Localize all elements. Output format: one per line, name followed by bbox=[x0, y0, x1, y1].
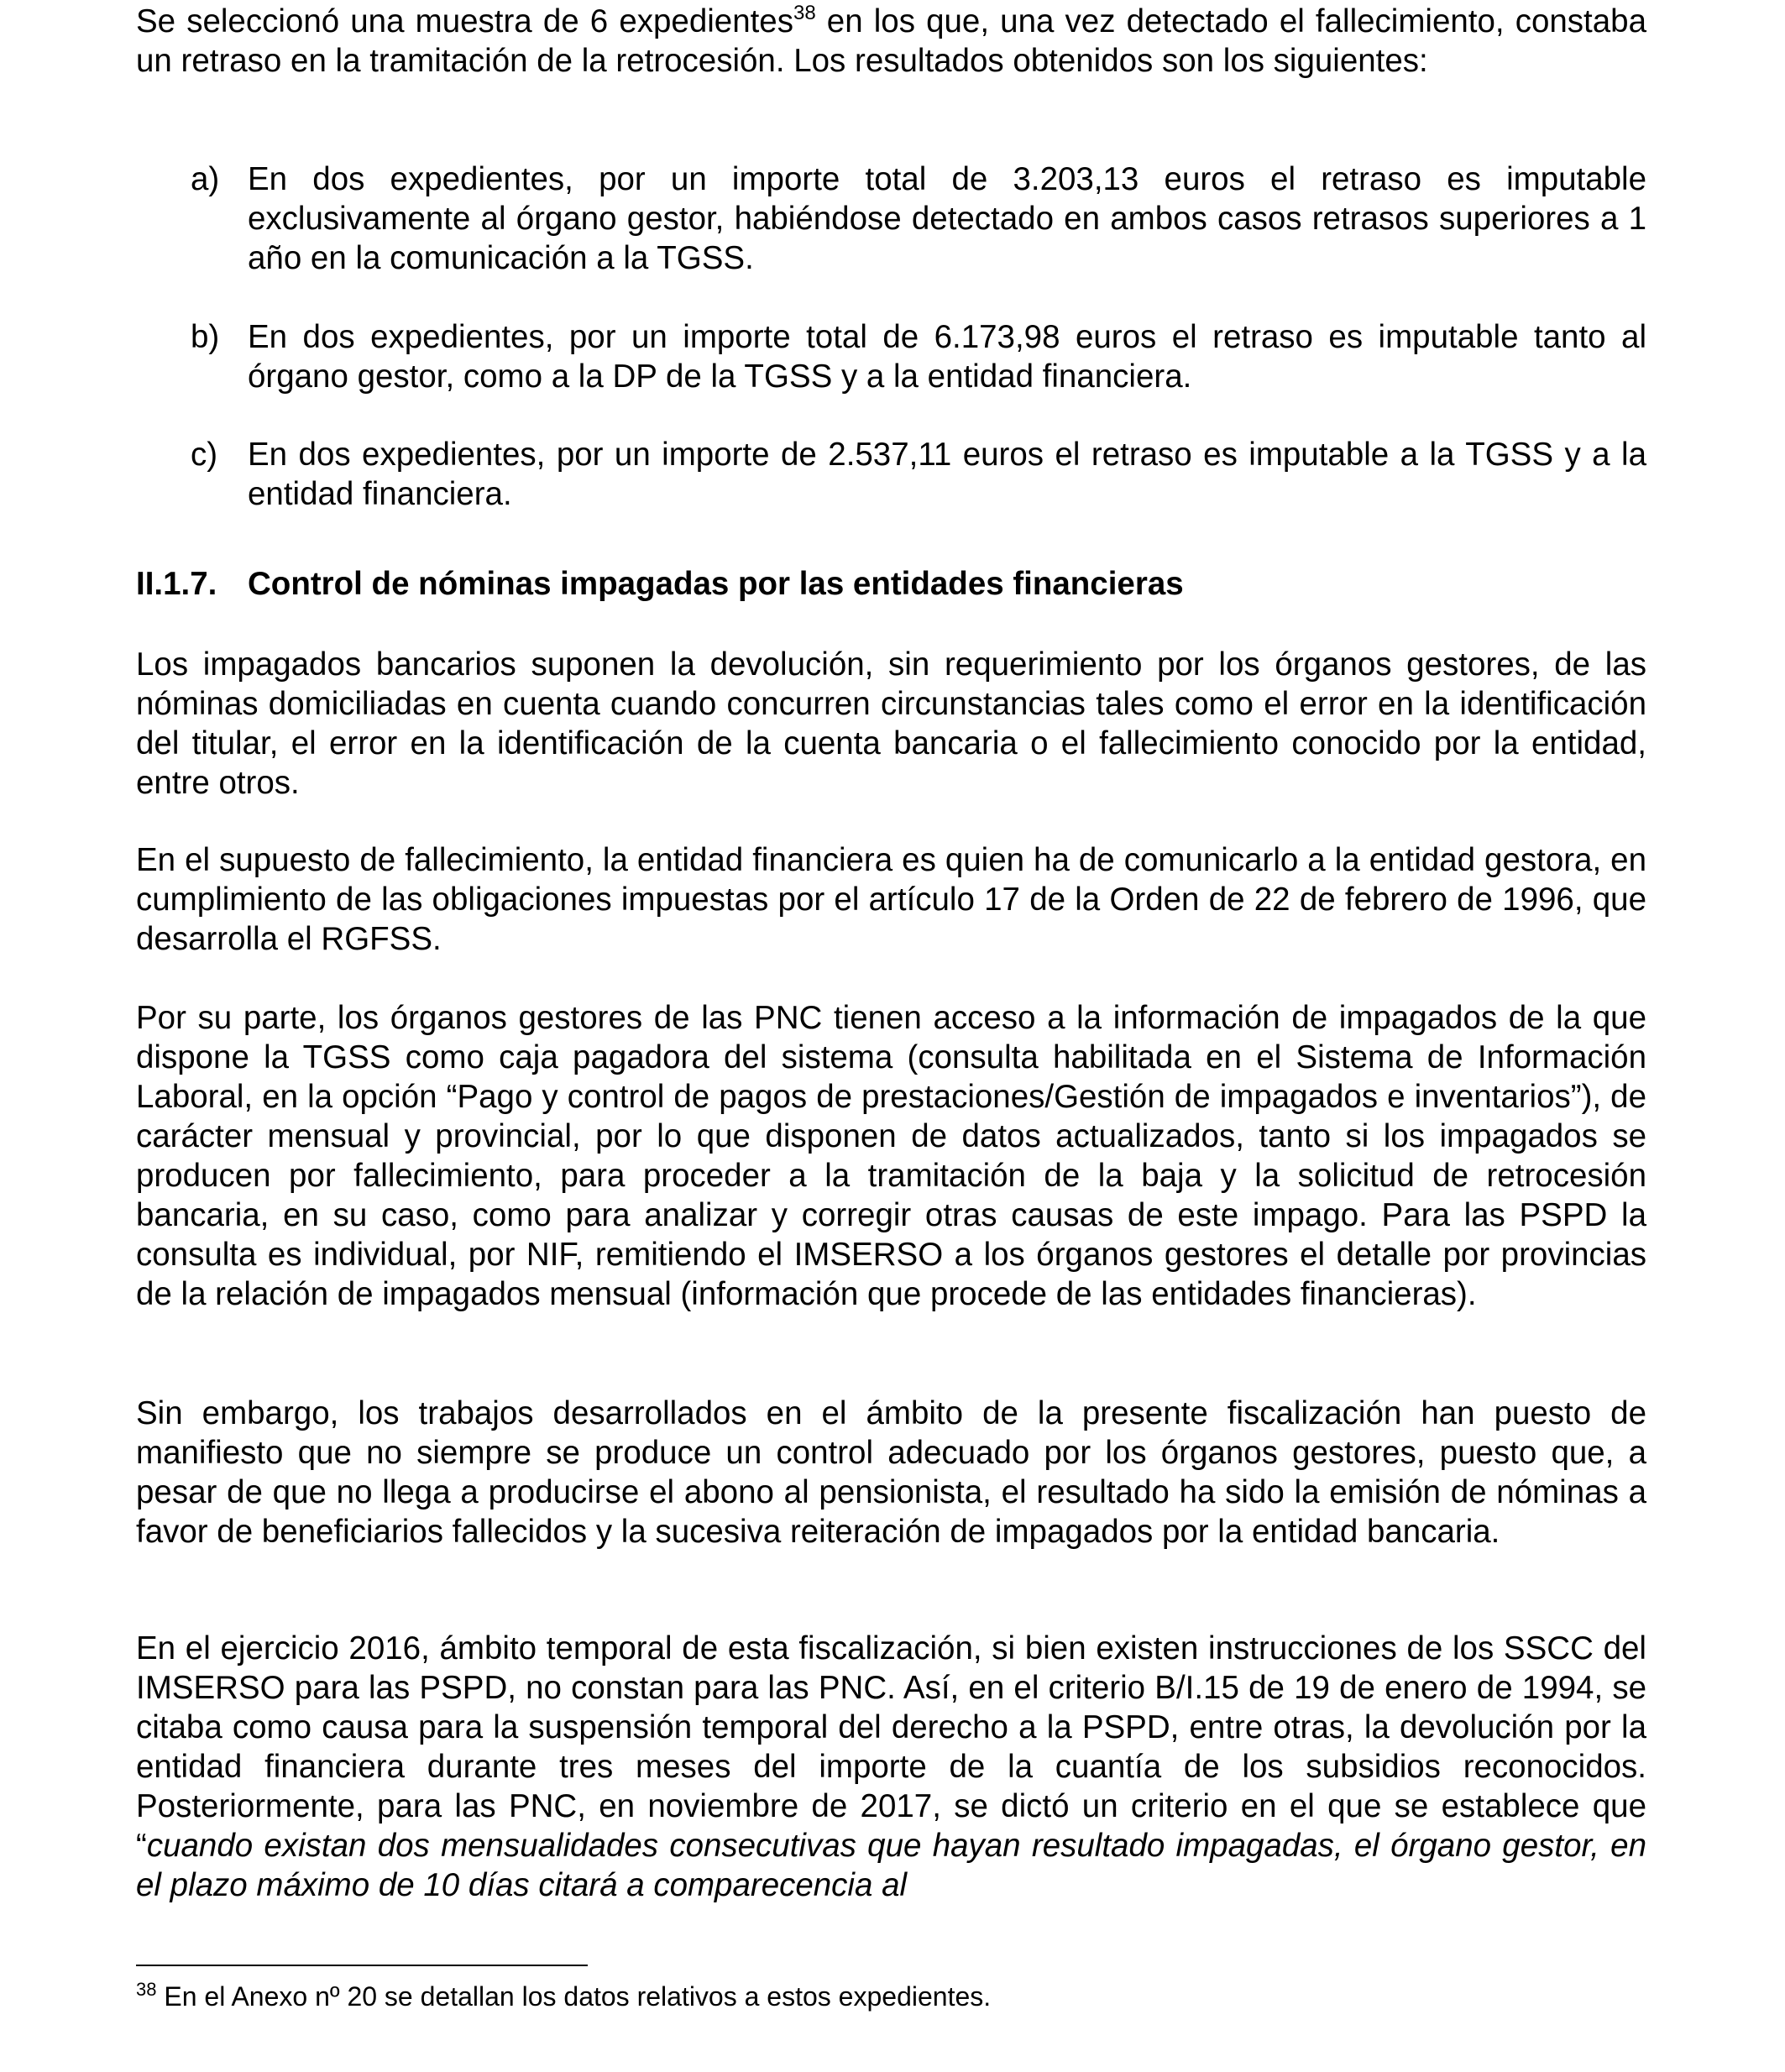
list-label: b) bbox=[191, 319, 220, 355]
list-text: En dos expedientes, por un importe total de 3.203,13 euros el retraso es imputable exclusivamente al órgano gestor, habiéndose detectado en ambos casos retrasos superiores a 1 año en la comunicación a la TGSS. bbox=[248, 161, 1646, 276]
list-label: c) bbox=[191, 437, 218, 473]
section-heading bbox=[136, 564, 1646, 604]
footnote-separator bbox=[136, 1965, 588, 1966]
list-item-a bbox=[191, 160, 1646, 278]
list-text: En dos expedientes, por un importe de 2.537,11 euros el retraso es imputable a la TGSS y a la entidad financiera. bbox=[248, 437, 1646, 512]
footnote-text: En el Anexo nº 20 se detallan los datos relativos a estos expedientes. bbox=[156, 1981, 992, 2012]
body-paragraph: Sin embargo, los trabajos desarrollados en el ámbito de la presente fiscalización han puesto de manifiesto que no siempre se produce un control adecuado por los órganos gestores, puesto que, a pesar de que no llega a producirse el abono al pensionista, el resultado ha sido la emisión de nóminas a favor de beneficiarios fallecidos y la sucesiva reiteración de impagados por la entidad bancaria. bbox=[136, 1395, 1646, 1550]
intro-text-after: en los que, una vez detectado el fallecimiento, constaba un retraso en la tramitación de la retrocesión. Los resultados obtenidos son los siguientes: bbox=[136, 3, 1646, 79]
section-number: II.1.7. bbox=[136, 566, 217, 602]
body-paragraph: Los impagados bancarios suponen la devolución, sin requerimiento por los órganos gestores, de las nóminas domiciliadas en cuenta cuando concurren circunstancias tales como el error en la identificación del titular, el error en la identificación de la cuenta bancaria o el fallecimiento conocido por la entidad, entre otros. bbox=[136, 646, 1646, 801]
list-text: En dos expedientes, por un importe total de 6.173,98 euros el retraso es imputable tanto al órgano gestor, como a la DP de la TGSS y a la entidad financiera. bbox=[248, 319, 1646, 395]
footnote-reference[interactable]: 38 bbox=[793, 2, 816, 24]
intro-text-before: Se seleccionó una muestra de 6 expedientes bbox=[136, 3, 793, 39]
paragraph-text: En el ejercicio 2016, ámbito temporal de esta fiscalización, si bien existen instrucciones de los SSCC del IMSERSO para las PSPD, no constan para las PNC. Así, en el criterio B/I.15 de 19 de enero de 1994, se citaba como causa para la suspensión temporal del derecho a la PSPD, entre otras, la devolución por la entidad financiera durante tres meses del importe de la cuantía de los subsidios reconocidos. Posteriormente, para las PNC, en noviembre de 2017, se dictó un criterio en el que se establece que “ bbox=[136, 1630, 1646, 1864]
body-paragraph-last bbox=[136, 1629, 1646, 1905]
footnote-number: 38 bbox=[136, 1979, 157, 2000]
list-label: a) bbox=[191, 161, 220, 197]
list-item-c bbox=[191, 435, 1646, 514]
quoted-criterion: cuando existan dos mensualidades consecutivas que hayan resultado impagadas, el órgano gestor, en el plazo máximo de 10 días citará a comparecencia al bbox=[136, 1828, 1646, 1903]
list-item-b bbox=[191, 317, 1646, 396]
body-paragraph: Por su parte, los órganos gestores de las PNC tienen acceso a la información de impagados de la que dispone la TGSS como caja pagadora del sistema (consulta habilitada en el Sistema de Información Laboral, en la opción “Pago y control de pagos de prestaciones/Gestión de impagados e inventarios”), de carácter mensual y provincial, por lo que disponen de datos actualizados, tanto si los impagados se producen por fallecimiento, para proceder a la tramitación de la baja y la solicitud de retrocesión bancaria, en su caso, como para analizar y corregir otras causas de este impago. Para las PSPD la consulta es individual, por NIF, remitiendo el IMSERSO a los órganos gestores el detalle por provincias de la relación de impagados mensual (información que procede de las entidades financieras). bbox=[136, 1000, 1646, 1312]
section-title: Control de nóminas impagadas por las entidades financieras bbox=[248, 566, 1184, 602]
footnote bbox=[136, 1980, 1646, 2013]
intro-paragraph bbox=[136, 2, 1646, 81]
body-paragraph: En el supuesto de fallecimiento, la entidad financiera es quien ha de comunicarlo a la entidad gestora, en cumplimiento de las obligaciones impuestas por el artículo 17 de la Orden de 22 de febrero de 1996, que desarrolla el RGFSS. bbox=[136, 842, 1646, 957]
